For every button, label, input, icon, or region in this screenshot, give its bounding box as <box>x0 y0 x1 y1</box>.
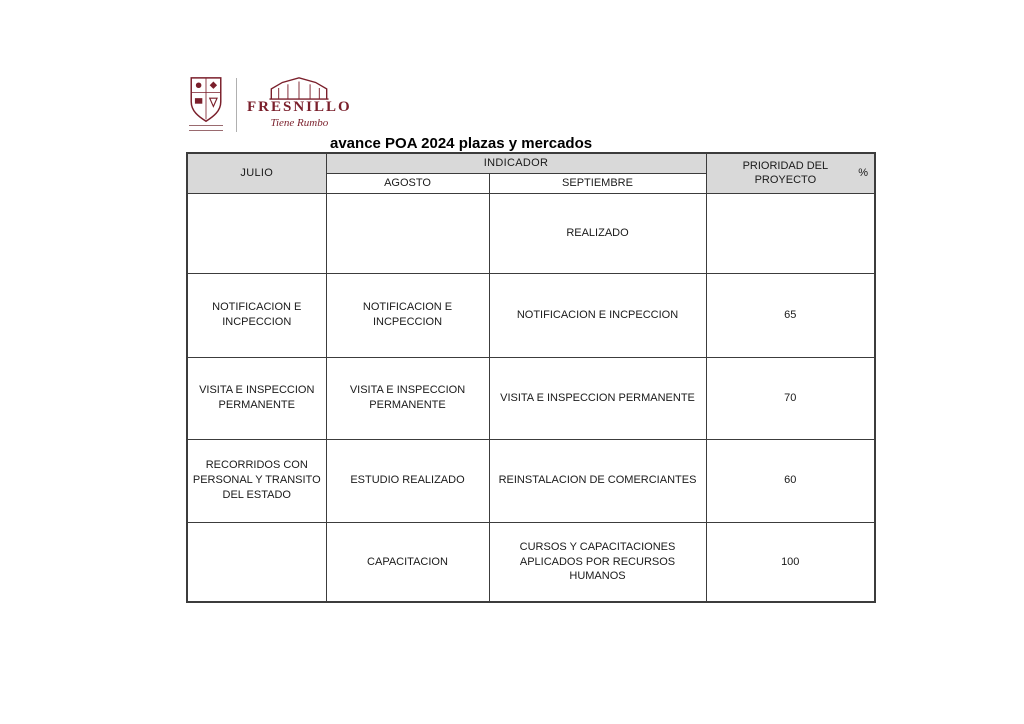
cell-prioridad: 65 <box>706 273 875 357</box>
cell-prioridad: 70 <box>706 357 875 439</box>
table-header-row-1 <box>187 153 875 173</box>
header-percent-label: % <box>858 166 868 179</box>
header-agosto: AGOSTO <box>326 173 489 193</box>
cell-agosto: ESTUDIO REALIZADO <box>326 439 489 522</box>
cell-agosto: CAPACITACION <box>326 522 489 602</box>
cell-julio <box>187 522 326 602</box>
header-prioridad <box>706 153 875 193</box>
table-row <box>187 357 875 439</box>
table-row <box>187 439 875 522</box>
crest-caption-rule <box>189 125 223 131</box>
header-prioridad-label: PRIORIDAD DEL PROYECTO <box>742 159 829 187</box>
logo-name: FRESNILLO <box>247 99 352 115</box>
cell-septiembre: CURSOS Y CAPACITACIONES APLICADOS POR RECURSOS HUMANOS <box>489 522 706 602</box>
cell-julio: RECORRIDOS CON PERSONAL Y TRANSITO DEL ESTADO <box>187 439 326 522</box>
cell-septiembre: NOTIFICACION E INCPECCION <box>489 273 706 357</box>
logo-wordmark <box>247 76 352 134</box>
cell-septiembre: VISITA E INSPECCION PERMANENTE <box>489 357 706 439</box>
table-row <box>187 273 875 357</box>
building-icon <box>267 76 331 100</box>
cell-agosto <box>326 193 489 273</box>
table-row <box>187 193 875 273</box>
crest-icon <box>186 76 226 134</box>
cell-julio <box>187 193 326 273</box>
cell-agosto: VISITA E INSPECCION PERMANENTE <box>326 357 489 439</box>
cell-agosto: NOTIFICACION E INCPECCION <box>326 273 489 357</box>
cell-julio: NOTIFICACION E INCPECCION <box>187 273 326 357</box>
table-row <box>187 522 875 602</box>
cell-septiembre: REINSTALACION DE COMERCIANTES <box>489 439 706 522</box>
cell-prioridad: 100 <box>706 522 875 602</box>
header-septiembre: SEPTIEMBRE <box>489 173 706 193</box>
municipal-logo <box>186 76 352 134</box>
logo-divider <box>236 78 237 132</box>
poa-table <box>186 152 876 603</box>
logo-slogan: Tiene Rumbo <box>270 116 329 129</box>
header-indicador: INDICADOR <box>326 153 706 173</box>
page-title: avance POA 2024 plazas y mercados <box>330 135 593 152</box>
cell-prioridad <box>706 193 875 273</box>
header-julio: JULIO <box>187 153 326 193</box>
cell-julio: VISITA E INSPECCION PERMANENTE <box>187 357 326 439</box>
cell-prioridad: 60 <box>706 439 875 522</box>
cell-septiembre: REALIZADO <box>489 193 706 273</box>
